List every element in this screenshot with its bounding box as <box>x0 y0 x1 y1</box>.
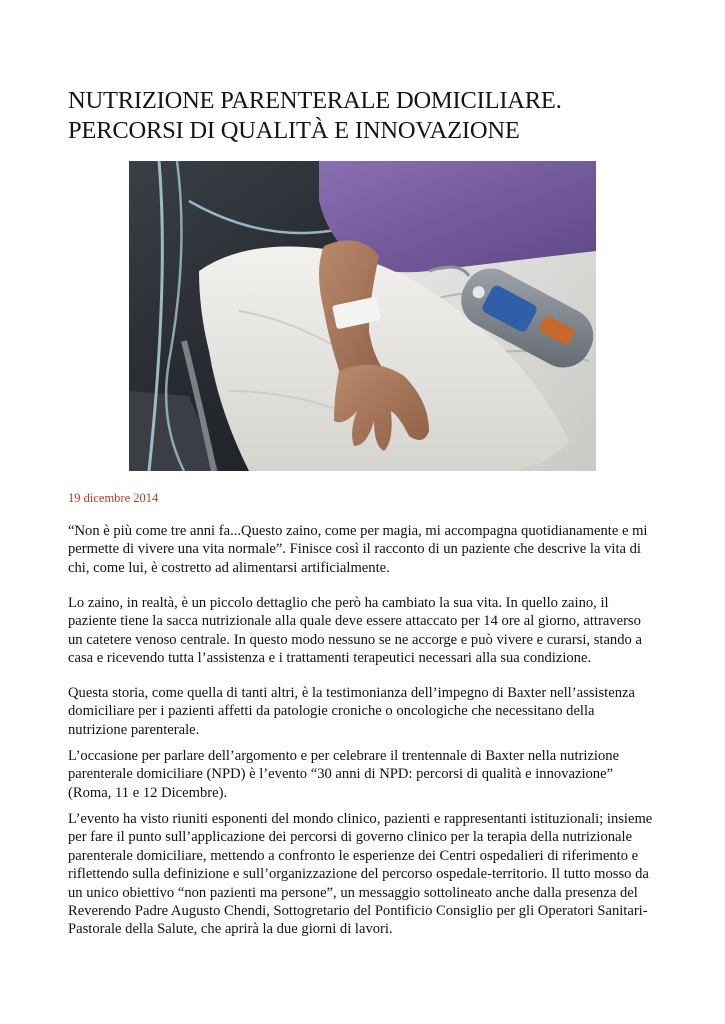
paragraph-line: chi, come lui, è costretto ad alimentarsi artificialmente. <box>68 559 390 576</box>
paragraph-line: casa e ricevendo tutta l’assistenza e i trattamenti terapeutici necessari alla sua condizione. <box>68 650 592 667</box>
paragraph-line: nutrizione parenterale. <box>68 721 200 738</box>
paragraph-line: “Non è più come tre anni fa...Questo zaino, come per magia, mi accompagna quotidianamente e mi <box>68 523 648 539</box>
article-paragraph <box>68 810 668 939</box>
article-title-line: PERCORSI DI QUALITÀ E INNOVAZIONE <box>68 117 520 144</box>
paragraph-line: Questa storia, come quella di tanti altri, è la testimonianza dell’impegno di Baxter nell’assistenza <box>68 685 635 701</box>
article-paragraph <box>68 684 668 739</box>
paragraph-line: paziente tiene la sacca nutrizionale alla quale deve essere attaccato per 14 ore al giorno, attraverso <box>68 613 641 630</box>
paragraph-line: riflettendo sulla definizione e sull’organizzazione del percorso ospedale-territorio. Il tutto mosso da <box>68 866 649 883</box>
paragraph-line: permette di vivere una vita normale”. Finisce così il racconto di un paziente che descrive la vita di <box>68 541 641 558</box>
article-paragraph <box>68 594 668 668</box>
article-date: 19 dicembre 2014 <box>68 491 159 505</box>
paragraph-line: un catetere venoso centrale. In questo modo nessuno se ne accorge e può vivere e curarsi, stando a <box>68 631 642 648</box>
paragraph-line: (Roma, 11 e 12 Dicembre). <box>68 784 228 801</box>
paragraph-line: L’occasione per parlare dell’argomento e per celebrare il trentennale di Baxter nella nutrizione <box>68 748 620 764</box>
paragraph-line: domiciliare per i pazienti affetti da patologie croniche o oncologiche che necessitano della <box>68 703 595 720</box>
paragraph-line: parenterale domiciliare, mettendo a confronto le esperienze dei Centri ospedalieri di riferimento e <box>68 847 639 864</box>
article-paragraph <box>68 747 668 802</box>
paragraph-line: per fare il punto sull’applicazione dei percorsi di governo clinico per la terapia della nutrizionale <box>68 829 633 846</box>
paragraph-line: Pastorale della Salute, che aprirà la due giorni di lavori. <box>68 921 393 938</box>
paragraph-line: Lo zaino, in realtà, è un piccolo dettaglio che però ha cambiato la sua vita. In quello zaino, il <box>68 595 609 611</box>
paragraph-line: Reverendo Padre Augusto Chendi, Sottogretario del Pontificio Consiglio per gli Operatori Sanitari- <box>68 903 648 920</box>
paragraph-line: parenterale domiciliare (NPD) è l’evento “30 anni di NPD: percorsi di qualità e innovazione” <box>68 766 614 783</box>
paragraph-line: L’evento ha visto riuniti esponenti del mondo clinico, pazienti e rappresentanti istituzionali; insieme <box>68 811 653 827</box>
article-title-line: NUTRIZIONE PARENTERALE DOMICILIARE. <box>68 87 562 114</box>
article-paragraph <box>68 522 668 577</box>
paragraph-line: un unico obiettivo “non pazienti ma persone”, un messaggio sottolineato anche dalla presenza del <box>68 884 638 901</box>
article-title <box>68 86 668 146</box>
article-photo <box>129 161 596 471</box>
